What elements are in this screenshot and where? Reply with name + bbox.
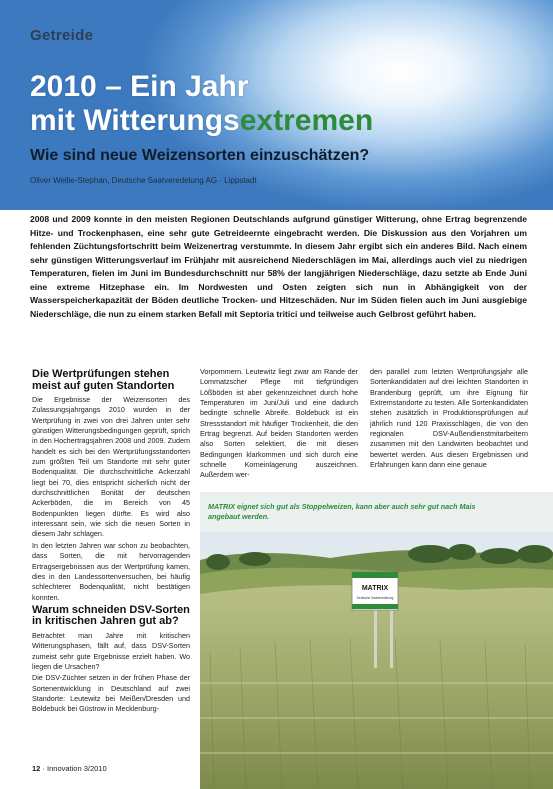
section-heading-dsv-sorten: Warum schneiden DSV-Sorten in kritischen Jahren gut ab? [32,603,190,628]
body-paragraph: Vorpommern. Leutewitz liegt zwar am Rande der Lommatzscher Pflege mit tiefgründigen Lößböden ist aber gekennzeichnet durch hohe Temperaturen im Juni/Juli und eine dadurch bedingte schnelle Abreife. Boldebuck ist ein Stressstandort mit häufiger Trockenheit, die den Ertrag begrenzt. Auf beiden Standorten werden also Sorten selektiert, die mit diesen Bedingungen klarkommen und sich durch eine schnelle Korneinlagerung auszeichnen. Außerdem wer- [200,367,358,480]
author-byline: Oliver Wellie-Stephan, Deutsche Saatveredelung AG · Lippstadt [30,176,257,185]
body-paragraph: In den letzten Jahren war schon zu beobachten, dass Sorten, die mit hervorragenden Ertragsergebnissen aus der Wertprüfung kamen, dies in den Landessortenversuchen, bei häufig schlechterer Bodenqualität, nicht bestätigen konnten. [32,540,190,602]
body-paragraph: Die Ergebnisse der Weizensorten des Zulassungsjahrgangs 2010 wurden in der Wertprüfung in zwei von drei Jahren unter sehr günstigen Witterungsbedingungen geprüft, sprich in den Hochertragsjahren 2008 und 2009. Zudem handelt es sich bei den Wertprüfungsstandorten zum größten Teil um Standorte mit sehr guter Bodenqualität. Die durchschnittliche Ackerzahl liegt bei 70, dies entspricht sicherlich nicht der durchschnittlichen Bonität der deutschen Ackerböden, die im Bereich von 45 Bodenpunkten liegen dürfte. Es wird also interessant sein, wie sich die neuen Sorten in diesem Jahr schlagen. [32,395,190,539]
section-label: Getreide [30,27,94,44]
headline-line-2 [30,104,373,138]
intro-paragraph: 2008 und 2009 konnte in den meisten Regionen Deutschlands aufgrund günstiger Witterung, ohne Ertrag begrenzende Hitze- und Trockenphasen, eine sehr gute Getreideernte eingebracht werden. Die Diskussion aus den Vorjahren um fehlenden Züchtungsfortschritt beim Weizenertrag verstummte. In diesem Jahr ergibt sich ein anderes Bild. Nach einem sehr günstigen Witterungsverlauf im Frühjahr mit ausreichend Niederschlägen im Mai, allerdings auch viel zu niedrigen Temperaturen, fielen im Juni im Bundesdurchschnitt nur 58% der langjährigen Niederschläge, dazu setzte ab Ende Juni eine extreme Hitzephase ein. Im Nordwesten und Osten zeigten sich nun in Abhängigkeit von der Wasserspeicherkapazität der Böden deutliche Trocken- und Hitzeschäden. Nur im Süden fielen auch im Juni ausgiebige Niederschläge, die nun zu einem starken Befall mit Septoria tritici und teilweise auch Gelbrost geführt haben. [30,214,527,319]
field-scene [200,532,553,789]
photo-caption: MATRIX eignet sich gut als Stoppelweizen, kann aber auch sehr gut nach Mais angebaut werden. [208,502,476,521]
body-paragraph: den parallel zum letzten Wertprüfungsjahr alle Sortenkandidaten auf drei leichten Standorten in Brandenburg geprüft, um ihre Eignung für Extremstandorte zu testen. Alle Sortenkandidaten stehen zusätzlich in Produktionsprüfungen auf jährlich rund 120 Praxisschlägen, die von den regionalen DSV-Außendienstmitarbeitern zusammen mit den Landwirten beobachtet und bewertet werden. Aus diesen Ergebnissen und Erfahrungen kann dann eine genaue [370,367,528,470]
page-footer [32,764,107,773]
article-headline [30,70,373,138]
wheat-field-photo [200,492,553,789]
section-heading-wertpruefungen: Die Wertprüfungen stehen meist auf guten Standorten [32,368,175,392]
headline-plain-part: mit Witterungs [30,104,240,137]
publication-name: · Innovation 3/2010 [42,764,107,773]
text-column-2 [200,367,358,482]
body-paragraph: Betrachtet man Jahre mit kritischen Witterungsphasen, fällt auf, dass DSV-Sorten zumeist sehr gute Ergebnisse erzielt haben. Wo liegen die Ursachen? [32,630,190,671]
headline-accent-part: extremen [239,104,374,137]
headline-line-1: 2010 – Ein Jahr [30,70,249,103]
text-column-1 [32,367,190,716]
article-subtitle: Wie sind neue Weizensorten einzuschätzen? [30,147,370,164]
sign-title: MATRIX [361,585,389,592]
text-column-3 [370,367,528,471]
body-paragraph: Die DSV-Züchter setzen in der frühen Phase der Sortenentwicklung in Deutschland auf zwei Standorte: Leutewitz bei Meißen/Dresden und Boldebuck bei Güstrow in Mecklenburg- [32,673,190,714]
sign-subtitle: Deutsche Saatveredelung [356,596,394,600]
page-number: 12 [32,764,41,773]
